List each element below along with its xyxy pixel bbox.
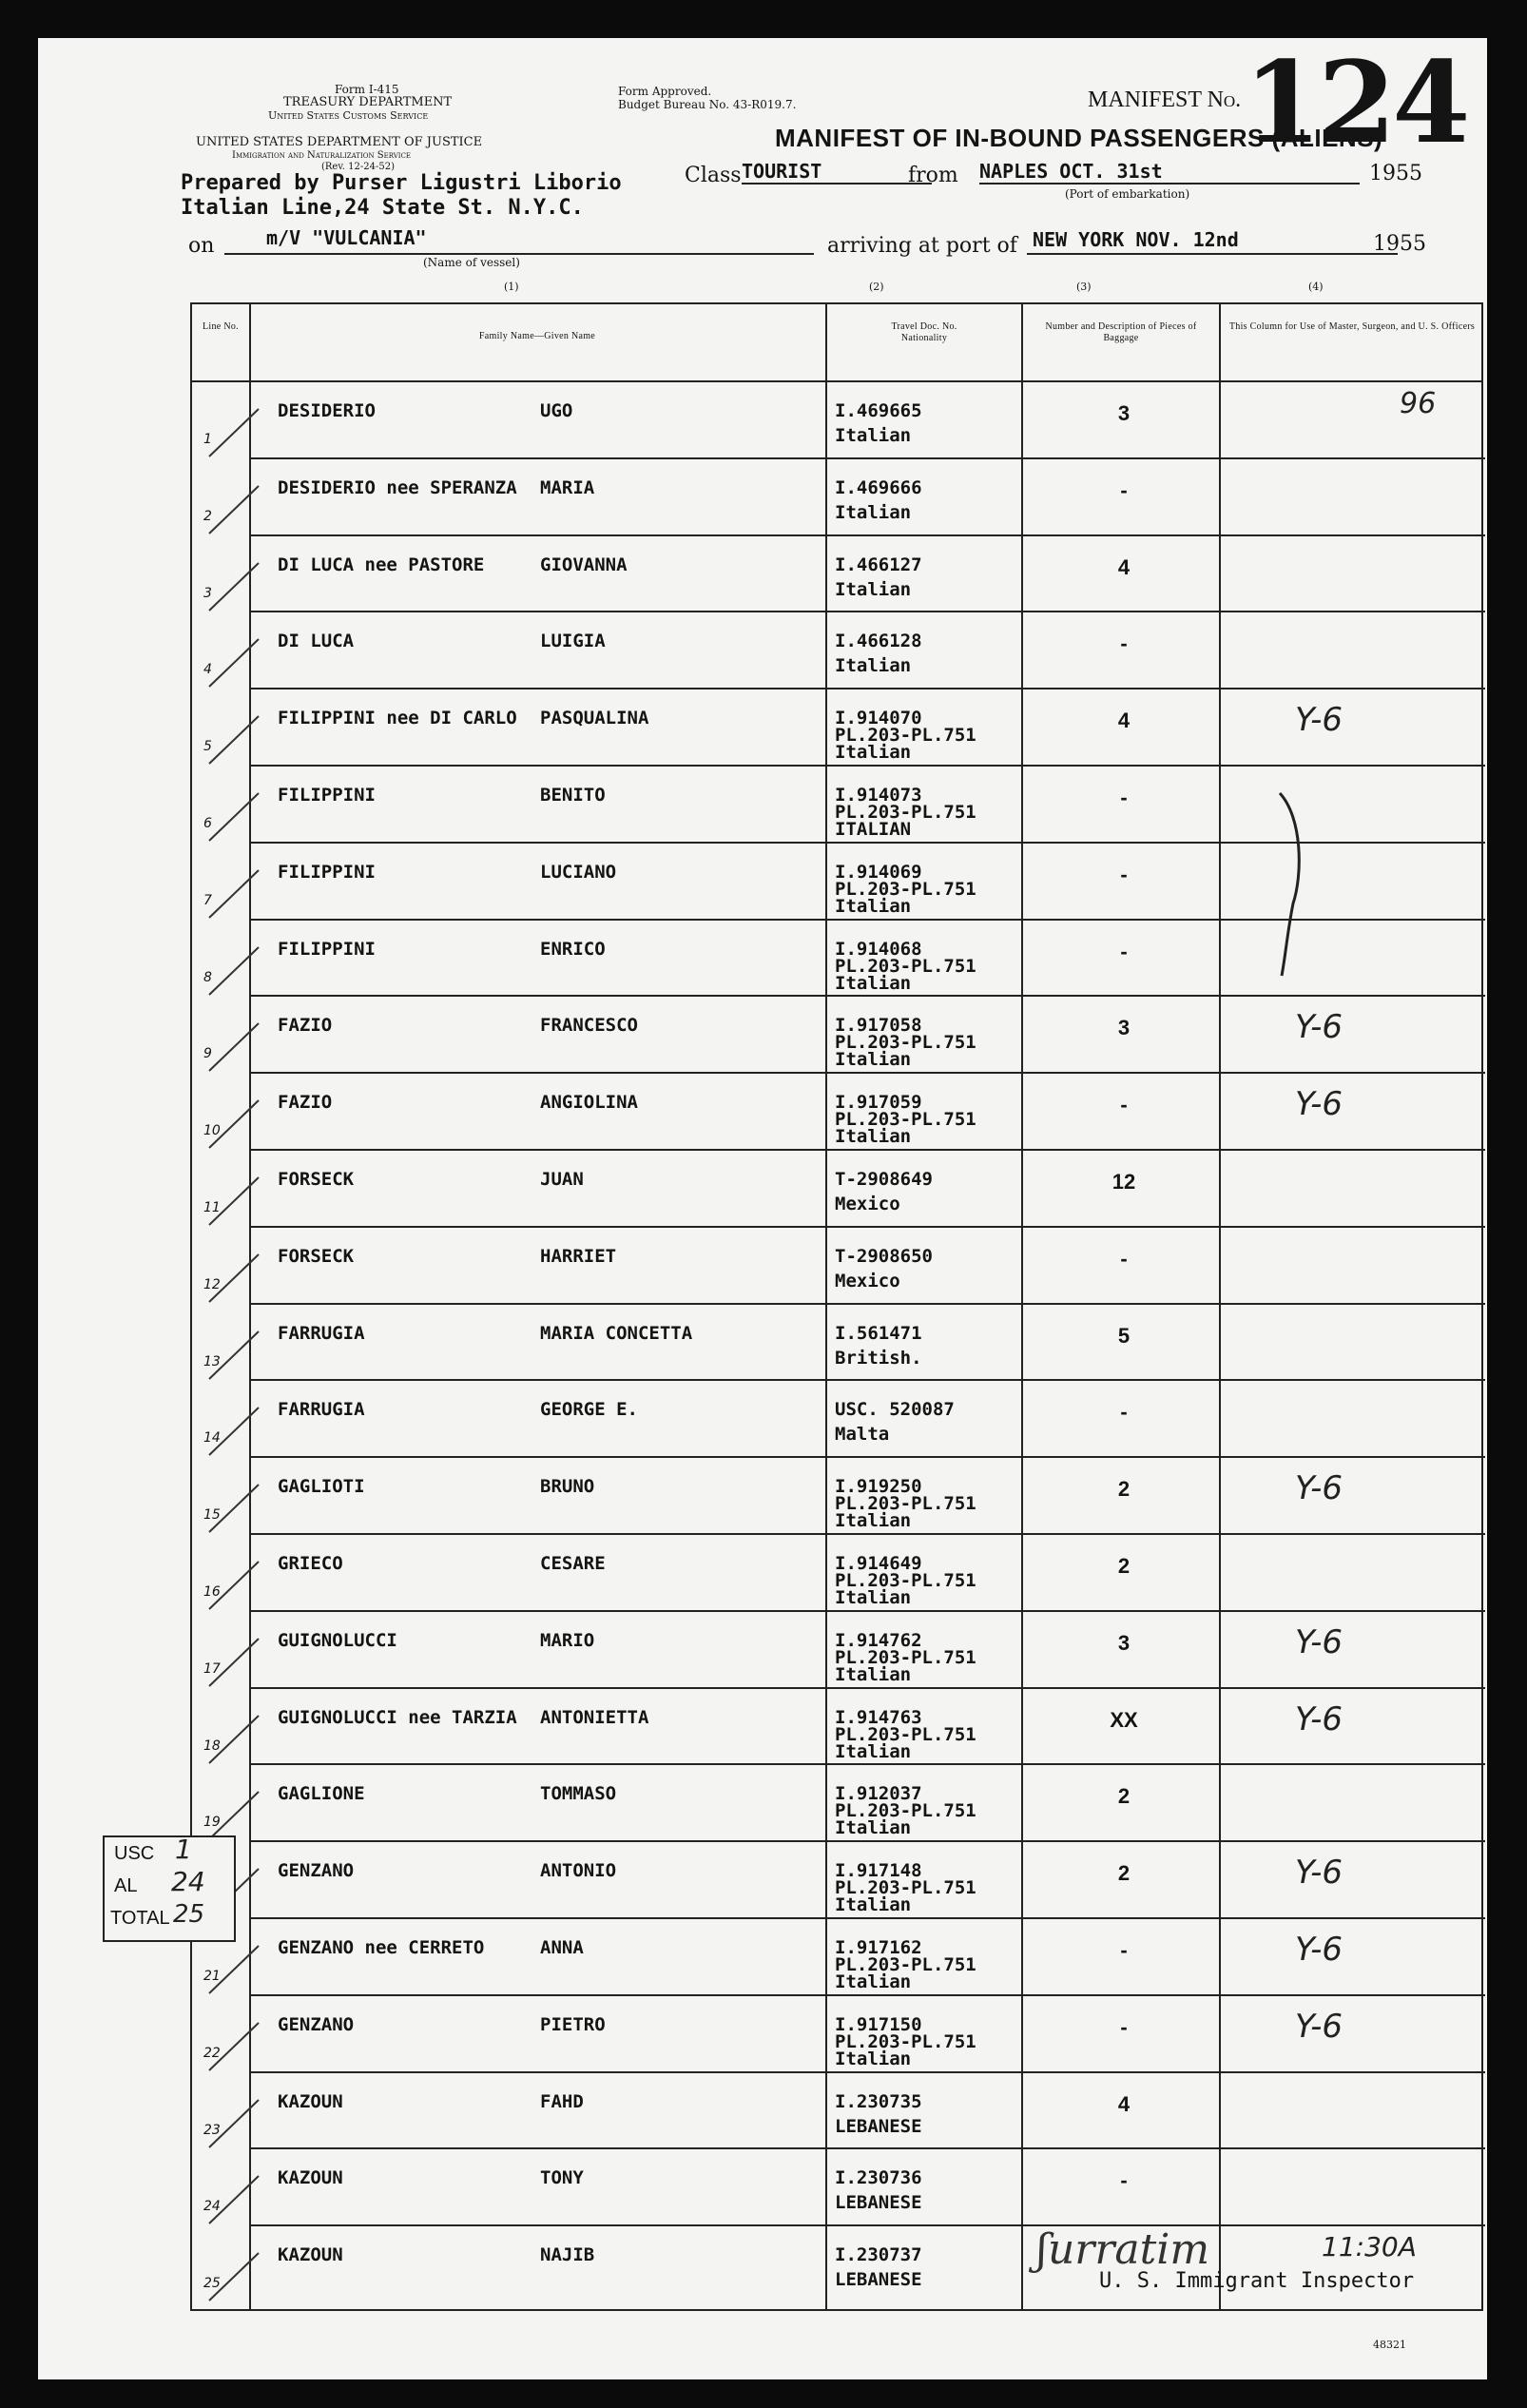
given-name: GIOVANNA: [540, 553, 628, 575]
family-name: KAZOUN: [278, 2090, 343, 2112]
travel-doc-number: I.914070: [835, 708, 922, 729]
nationality: Malta: [835, 1424, 890, 1446]
baggage-count: 4: [1117, 709, 1131, 733]
baggage-count: -: [1120, 2014, 1128, 2039]
travel-doc-law: PL.203-PL.751: [835, 955, 976, 977]
vessel-name: m/V "VULCANIA": [266, 226, 427, 249]
from-year: 1955: [1369, 162, 1422, 185]
officer-mark: 96: [1400, 387, 1437, 420]
baggage-count: 2: [1117, 1554, 1131, 1578]
given-name: GEORGE E.: [540, 1399, 638, 1421]
family-name: GAGLIONE: [278, 1783, 365, 1805]
prepared-by: Prepared by Purser Ligustri Liborio: [181, 171, 622, 195]
given-name: ANNA: [540, 1937, 584, 1958]
check-mark-icon: [198, 2004, 264, 2080]
footer-code: 48321: [1373, 2339, 1406, 2351]
line-number: 15: [203, 1507, 221, 1524]
given-name: HARRIET: [540, 1245, 617, 1267]
travel-doc-law: PL.203-PL.751: [835, 878, 976, 900]
header-officers: This Column for Use of Master, Surgeon, and U. S. Officers: [1228, 321, 1476, 332]
baggage-count: 4: [1117, 554, 1131, 579]
line-number: 4: [203, 662, 212, 678]
table-row: [192, 1842, 1485, 1918]
manifest-no-label: MANIFEST No.: [1088, 87, 1242, 112]
table-row: [192, 1151, 1485, 1227]
nationality: Italian: [835, 1971, 912, 1992]
given-name: MARIO: [540, 1629, 595, 1651]
form-number: Form I-415: [335, 83, 399, 96]
travel-doc-number: I.914073: [835, 785, 922, 806]
prepared-address: Italian Line,24 State St. N.Y.C.: [181, 196, 584, 220]
table-row: [192, 1919, 1485, 1995]
travel-doc-law: PL.203-PL.751: [835, 1877, 976, 1899]
nationality: Italian: [835, 1587, 912, 1608]
header-doc: Travel Doc. No. Nationality: [891, 321, 957, 343]
class-label: Class: [685, 164, 742, 187]
table-row: [192, 1381, 1485, 1457]
baggage-count: 2: [1117, 1861, 1131, 1886]
travel-doc-number: I.917162: [835, 1937, 922, 1958]
line-number: 13: [203, 1353, 221, 1369]
travel-doc-number: I.914762: [835, 1629, 922, 1651]
line-number: 14: [203, 1430, 221, 1447]
family-name: FARRUGIA: [278, 1399, 365, 1421]
travel-doc-law: PL.203-PL.751: [835, 1646, 976, 1668]
nationality: Mexico: [835, 1194, 900, 1214]
from-label: from: [908, 164, 958, 187]
check-mark-icon: [198, 467, 264, 543]
check-mark-icon: [198, 390, 264, 466]
travel-doc-number: I.914763: [835, 1706, 922, 1728]
line-number: 24: [203, 2199, 221, 2215]
nationality: Italian: [835, 2048, 912, 2069]
officer-mark: Y-6: [1295, 1622, 1343, 1661]
handwritten-brace: [1274, 789, 1312, 980]
table-row: [192, 1458, 1485, 1534]
baggage-count: -: [1120, 2168, 1128, 2193]
arriving-year: 1955: [1373, 232, 1426, 256]
customs-service: United States Customs Service: [268, 109, 429, 122]
manifest-number: 124: [1244, 36, 1467, 168]
check-mark-icon: [198, 851, 264, 927]
family-name: DESIDERIO nee SPERANZA: [278, 476, 517, 498]
nationality: Italian: [835, 1049, 912, 1071]
col-num-2: (2): [869, 281, 884, 293]
nationality: Italian: [835, 1663, 912, 1685]
inspector-time: 11:30A: [1322, 2231, 1417, 2262]
family-name: DESIDERIO: [278, 400, 376, 421]
baggage-count: -: [1120, 1246, 1128, 1271]
nationality: ITALIAN: [835, 819, 912, 840]
family-name: FAZIO: [278, 1092, 333, 1114]
travel-doc-law: PL.203-PL.751: [835, 1723, 976, 1745]
nationality: Italian: [835, 1510, 912, 1532]
tally-box: [103, 1835, 236, 1942]
family-name: KAZOUN: [278, 2244, 343, 2266]
arriving-label: arriving at port of: [827, 234, 1017, 258]
family-name: FAZIO: [278, 1015, 333, 1037]
budget-bureau: Budget Bureau No. 43-R019.7.: [618, 98, 797, 111]
line-number: 19: [203, 1815, 221, 1831]
line-number: 16: [203, 1584, 221, 1600]
nationality: Mexico: [835, 1270, 900, 1291]
given-name: BENITO: [540, 785, 606, 806]
travel-doc-law: PL.203-PL.751: [835, 1493, 976, 1515]
family-name: FILIPPINI: [278, 785, 376, 806]
family-name: DI LUCA: [278, 631, 355, 652]
table-row: [192, 2073, 1485, 2149]
family-name: FORSECK: [278, 1245, 355, 1267]
travel-doc-number: I.561471: [835, 1322, 922, 1344]
travel-doc-number: I.917058: [835, 1015, 922, 1037]
justice-dept: UNITED STATES DEPARTMENT OF JUSTICE: [196, 135, 483, 149]
given-name: UGO: [540, 400, 573, 421]
baggage-count: -: [1120, 786, 1128, 809]
family-name: GRIECO: [278, 1553, 343, 1574]
travel-doc-number: I.917148: [835, 1860, 922, 1882]
given-name: BRUNO: [540, 1476, 595, 1498]
form-approved: Form Approved.: [618, 85, 712, 98]
travel-doc-number: I.914068: [835, 938, 922, 960]
col-num-1: (1): [504, 281, 519, 293]
officer-mark: Y-6: [1295, 1854, 1343, 1893]
line-number: 17: [203, 1660, 221, 1677]
ins-service: Immigration and Naturalization Service: [232, 150, 412, 161]
travel-doc-number: I.919250: [835, 1476, 922, 1498]
nationality: LEBANESE: [835, 2192, 922, 2214]
tally-total-value: 25: [173, 1900, 205, 1929]
travel-doc-number: I.466127: [835, 553, 922, 575]
nationality: Italian: [835, 895, 912, 917]
given-name: MARIA: [540, 476, 595, 498]
col-num-3: (3): [1076, 281, 1092, 293]
line-number: 25: [203, 2276, 221, 2292]
given-name: MARIA CONCETTA: [540, 1322, 693, 1344]
nationality: Italian: [835, 425, 912, 446]
baggage-count: 2: [1117, 1477, 1131, 1502]
tally-usc-value: 1: [175, 1834, 192, 1865]
baggage-count: -: [1120, 477, 1128, 502]
manifest-sheet: [38, 38, 1487, 2379]
baggage-count: -: [1120, 939, 1128, 963]
check-mark-icon: [198, 2234, 264, 2310]
travel-doc-law: PL.203-PL.751: [835, 1954, 976, 1975]
given-name: NAJIB: [540, 2244, 595, 2266]
travel-doc-number: I.466128: [835, 631, 922, 652]
nationality: Italian: [835, 501, 912, 523]
check-mark-icon: [198, 774, 264, 850]
baggage-count: -: [1120, 1400, 1128, 1425]
nationality: LEBANESE: [835, 2269, 922, 2291]
table-row: [192, 1535, 1485, 1611]
nationality: Italian: [835, 1740, 912, 1762]
given-name: TOMMASO: [540, 1783, 617, 1805]
officer-mark: Y-6: [1295, 1469, 1343, 1508]
header-name: Family Name—Given Name: [478, 331, 596, 341]
check-mark-icon: [198, 1466, 264, 1542]
check-mark-icon: [198, 928, 264, 1004]
line-number: 8: [203, 969, 212, 985]
travel-doc-law: PL.203-PL.751: [835, 1800, 976, 1822]
line-number: 2: [203, 508, 212, 524]
officer-mark: Y-6: [1295, 701, 1343, 740]
nationality: Italian: [835, 1817, 912, 1839]
baggage-count: 2: [1117, 1784, 1131, 1809]
baggage-count: -: [1120, 1093, 1128, 1117]
travel-doc-number: I.230735: [835, 2090, 922, 2112]
manifest-title: MANIFEST OF IN-BOUND PASSENGERS (ALIENS): [775, 124, 1383, 152]
baggage-count: -: [1120, 1938, 1128, 1962]
travel-doc-law: PL.203-PL.751: [835, 1570, 976, 1591]
class-value: TOURIST: [742, 160, 822, 183]
table-row: [192, 612, 1485, 689]
travel-doc-number: I.469665: [835, 400, 922, 421]
treasury-dept: TREASURY DEPARTMENT: [283, 95, 453, 109]
travel-doc-law: PL.203-PL.751: [835, 2030, 976, 2052]
line-number: 12: [203, 1276, 221, 1292]
check-mark-icon: [198, 1081, 264, 1157]
on-label: on: [188, 234, 215, 258]
table-row: [192, 382, 1485, 458]
vessel-underline: [224, 253, 814, 255]
line-number: 7: [203, 892, 212, 908]
check-mark-icon: [198, 1004, 264, 1080]
given-name: ANTONIO: [540, 1860, 617, 1882]
line-number: 11: [203, 1200, 221, 1215]
given-name: FRANCESCO: [540, 1015, 638, 1037]
port-caption: (Port of embarkation): [1065, 187, 1190, 201]
travel-doc-number: I.917059: [835, 1092, 922, 1114]
travel-doc-number: T-2908650: [835, 1245, 933, 1267]
tally-usc-label: USC: [114, 1843, 155, 1864]
header-line-no: Line No.: [203, 321, 239, 332]
travel-doc-number: I.914649: [835, 1553, 922, 1574]
check-mark-icon: [198, 2081, 264, 2157]
table-row: [192, 1228, 1485, 1304]
given-name: CESARE: [540, 1553, 606, 1574]
nationality: LEBANESE: [835, 2115, 922, 2137]
table-row: [192, 459, 1485, 535]
family-name: FILIPPINI: [278, 861, 376, 883]
table-row: [192, 689, 1485, 766]
table-row: [192, 2149, 1485, 2225]
family-name: DI LUCA nee PASTORE: [278, 553, 485, 575]
family-name: FARRUGIA: [278, 1322, 365, 1344]
class-underline: [742, 183, 932, 184]
nationality: Italian: [835, 742, 912, 764]
given-name: JUAN: [540, 1169, 584, 1190]
officer-mark: Y-6: [1295, 1699, 1343, 1738]
travel-doc-number: I.914069: [835, 861, 922, 883]
baggage-count: -: [1120, 631, 1128, 656]
travel-doc-number: I.230737: [835, 2244, 922, 2266]
family-name: FILIPPINI: [278, 938, 376, 960]
baggage-count: XX: [1110, 1707, 1138, 1732]
line-number: 5: [203, 739, 212, 755]
table-row: [192, 1305, 1485, 1381]
nationality: Italian: [835, 1126, 912, 1148]
table-row: [192, 997, 1485, 1073]
baggage-count: 3: [1117, 401, 1131, 425]
officer-mark: Y-6: [1295, 1931, 1343, 1969]
form-revision: (Rev. 12-24-52): [321, 162, 396, 172]
check-mark-icon: [198, 1543, 264, 1619]
table-row: [192, 1689, 1485, 1765]
officer-mark: Y-6: [1295, 1085, 1343, 1124]
officer-mark: Y-6: [1295, 1008, 1343, 1047]
check-mark-icon: [198, 1158, 264, 1234]
family-name: GAGLIOTI: [278, 1476, 365, 1498]
baggage-count: -: [1120, 862, 1128, 886]
tally-total-label: TOTAL: [110, 1908, 170, 1929]
officer-mark: Y-6: [1295, 2007, 1343, 2046]
travel-doc-law: PL.203-PL.751: [835, 1032, 976, 1054]
given-name: LUCIANO: [540, 861, 617, 883]
arriving-underline: [1027, 253, 1398, 255]
line-number: 10: [203, 1123, 221, 1139]
check-mark-icon: [198, 544, 264, 620]
check-mark-icon: [198, 1312, 264, 1388]
table-row: [192, 1765, 1485, 1841]
given-name: ANTONIETTA: [540, 1706, 649, 1728]
family-name: FILIPPINI nee DI CARLO: [278, 708, 517, 729]
given-name: ANGIOLINA: [540, 1092, 638, 1114]
travel-doc-number: I.917150: [835, 2013, 922, 2035]
line-number: 21: [203, 1969, 221, 1984]
travel-doc-law: PL.203-PL.751: [835, 1109, 976, 1131]
baggage-count: 5: [1117, 1323, 1131, 1348]
line-number: 23: [203, 2122, 221, 2138]
nationality: Italian: [835, 655, 912, 677]
travel-doc-number: I.469666: [835, 476, 922, 498]
from-value: NAPLES OCT. 31st: [979, 160, 1163, 183]
check-mark-icon: [198, 1235, 264, 1311]
col-num-4: (4): [1308, 281, 1324, 293]
baggage-count: 3: [1117, 1016, 1131, 1040]
from-underline: [979, 183, 1360, 184]
line-number: 9: [203, 1046, 212, 1062]
family-name: GUIGNOLUCCI: [278, 1629, 397, 1651]
tally-al-label: AL: [114, 1875, 138, 1896]
line-number: 22: [203, 2045, 221, 2061]
check-mark-icon: [198, 620, 264, 696]
tally-al-value: 24: [171, 1866, 205, 1897]
travel-doc-number: T-2908649: [835, 1169, 933, 1190]
line-number: 3: [203, 585, 212, 601]
check-mark-icon: [198, 1697, 264, 1773]
family-name: GENZANO: [278, 2013, 355, 2035]
family-name: GENZANO nee CERRETO: [278, 1937, 485, 1958]
nationality: Italian: [835, 1894, 912, 1916]
given-name: PIETRO: [540, 2013, 606, 2035]
travel-doc-number: I.912037: [835, 1783, 922, 1805]
check-mark-icon: [198, 697, 264, 773]
check-mark-icon: [198, 2157, 264, 2233]
line-number: 6: [203, 816, 212, 831]
table-row: [192, 1996, 1485, 2072]
family-name: GENZANO: [278, 1860, 355, 1882]
travel-doc-number: USC. 520087: [835, 1399, 955, 1421]
baggage-count: 4: [1117, 2091, 1131, 2116]
travel-doc-law: PL.203-PL.751: [835, 802, 976, 823]
baggage-count: 3: [1117, 1630, 1131, 1655]
line-number: 1: [203, 432, 212, 447]
header-baggage: Number and Description of Pieces of Baggage: [1045, 321, 1197, 343]
inspector-label: U. S. Immigrant Inspector: [1099, 2269, 1415, 2293]
given-name: LUIGIA: [540, 631, 606, 652]
arriving-value: NEW YORK NOV. 12nd: [1033, 228, 1239, 251]
table-row: [192, 536, 1485, 612]
nationality: Italian: [835, 972, 912, 994]
travel-doc-law: PL.203-PL.751: [835, 725, 976, 747]
line-number: 18: [203, 1738, 221, 1754]
family-name: GUIGNOLUCCI nee TARZIA: [278, 1706, 517, 1728]
vessel-caption: (Name of vessel): [423, 256, 520, 269]
nationality: Italian: [835, 578, 912, 600]
travel-doc-number: I.230736: [835, 2167, 922, 2189]
given-name: FAHD: [540, 2090, 584, 2112]
check-mark-icon: [198, 1620, 264, 1696]
family-name: KAZOUN: [278, 2167, 343, 2189]
nationality: British.: [835, 1347, 922, 1369]
table-row: [192, 1074, 1485, 1150]
passenger-table: [190, 302, 1483, 2311]
given-name: PASQUALINA: [540, 708, 649, 729]
given-name: ENRICO: [540, 938, 606, 960]
given-name: TONY: [540, 2167, 584, 2189]
inspector-signature: ʃurratim: [1036, 2225, 1210, 2274]
check-mark-icon: [198, 1388, 264, 1465]
family-name: FORSECK: [278, 1169, 355, 1190]
table-row: [192, 1612, 1485, 1688]
baggage-count: 12: [1111, 1170, 1136, 1194]
